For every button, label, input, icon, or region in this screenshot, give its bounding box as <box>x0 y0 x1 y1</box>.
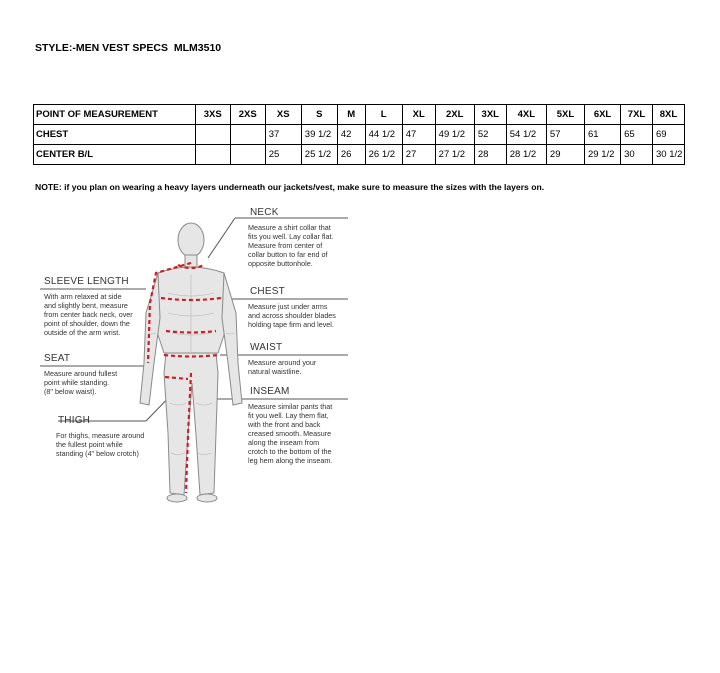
header-point-of-measurement: POINT OF MEASUREMENT <box>34 105 196 125</box>
table-cell: 37 <box>265 125 301 145</box>
table-cell <box>195 125 230 145</box>
inseam-heading: INSEAM <box>250 386 290 397</box>
sleeve-length-heading: SLEEVE LENGTH <box>44 276 129 287</box>
header-size: 2XL <box>435 105 474 125</box>
table-cell: 28 <box>474 145 506 165</box>
header-size: 7XL <box>621 105 653 125</box>
table-cell: 25 <box>265 145 301 165</box>
spec-table <box>33 104 685 165</box>
table-cell: 29 1/2 <box>585 145 621 165</box>
table-header-row <box>34 105 685 125</box>
figure-outline <box>140 223 242 502</box>
measurement-guide <box>28 203 368 513</box>
inseam-description: Measure similar pants that fit you well. Lay them flat, with the front and back creased smooth. Measure along the inseam from crotch to the bottom of the leg hem along the inseam. <box>248 402 333 465</box>
table-cell: 27 1/2 <box>435 145 474 165</box>
table-cell: 39 1/2 <box>301 125 337 145</box>
table-cell: 42 <box>337 125 365 145</box>
seat-heading: SEAT <box>44 353 71 364</box>
header-size: 3XS <box>195 105 230 125</box>
header-size: L <box>365 105 402 125</box>
header-size: 6XL <box>585 105 621 125</box>
row-label: CENTER B/L <box>34 145 196 165</box>
header-size: S <box>301 105 337 125</box>
neck-heading: NECK <box>250 207 279 218</box>
table-cell: 26 1/2 <box>365 145 402 165</box>
table-cell: 52 <box>474 125 506 145</box>
table-cell: 57 <box>546 125 584 145</box>
table-cell <box>230 125 265 145</box>
header-size: XS <box>265 105 301 125</box>
table-cell <box>195 145 230 165</box>
table-cell: 30 1/2 <box>652 145 684 165</box>
table-cell: 30 <box>621 145 653 165</box>
seat-description: Measure around fullest point while standing. (8" below waist). <box>44 369 118 396</box>
table-cell: 47 <box>402 125 435 145</box>
thigh-heading: THIGH <box>58 415 91 426</box>
table-cell: 65 <box>621 125 653 145</box>
table-cell: 44 1/2 <box>365 125 402 145</box>
header-size: 5XL <box>546 105 584 125</box>
row-label: CHEST <box>34 125 196 145</box>
chest-heading: CHEST <box>250 286 285 297</box>
table-cell: 54 1/2 <box>506 125 546 145</box>
layering-note: NOTE: if you plan on wearing a heavy layers underneath our jackets/vest, make sure to measure the sizes with the layers on. <box>35 182 545 192</box>
style-title: STYLE:-MEN VEST SPECS MLM3510 <box>35 42 222 54</box>
header-size: 2XS <box>230 105 265 125</box>
table-cell: 61 <box>585 125 621 145</box>
table-cell: 26 <box>337 145 365 165</box>
waist-heading: WAIST <box>250 342 283 353</box>
table-cell: 69 <box>652 125 684 145</box>
table-cell: 28 1/2 <box>506 145 546 165</box>
header-size: 8XL <box>652 105 684 125</box>
table-cell: 27 <box>402 145 435 165</box>
table-cell: 25 1/2 <box>301 145 337 165</box>
neck-description: Measure a shirt collar that fits you well. Lay collar flat. Measure from center of collar button to far end of opposite buttonhole. <box>248 223 334 268</box>
header-size: XL <box>402 105 435 125</box>
header-size: 3XL <box>474 105 506 125</box>
header-size: M <box>337 105 365 125</box>
table-cell: 29 <box>546 145 584 165</box>
chest-description: Measure just under arms and across shoulder blades holding tape firm and level. <box>248 302 336 329</box>
table-row-center-bl <box>34 145 685 165</box>
thigh-description: For thighs, measure around the fullest point while standing (4" below crotch) <box>56 431 145 458</box>
table-row-chest <box>34 125 685 145</box>
header-size: 4XL <box>506 105 546 125</box>
sleeve-length-description: With arm relaxed at side and slightly bent, measure from center back neck, over point of shoulder, down the outside of the arm wrist. <box>44 292 133 337</box>
table-cell <box>230 145 265 165</box>
waist-description: Measure around your natural waistline. <box>248 358 317 376</box>
table-cell: 49 1/2 <box>435 125 474 145</box>
